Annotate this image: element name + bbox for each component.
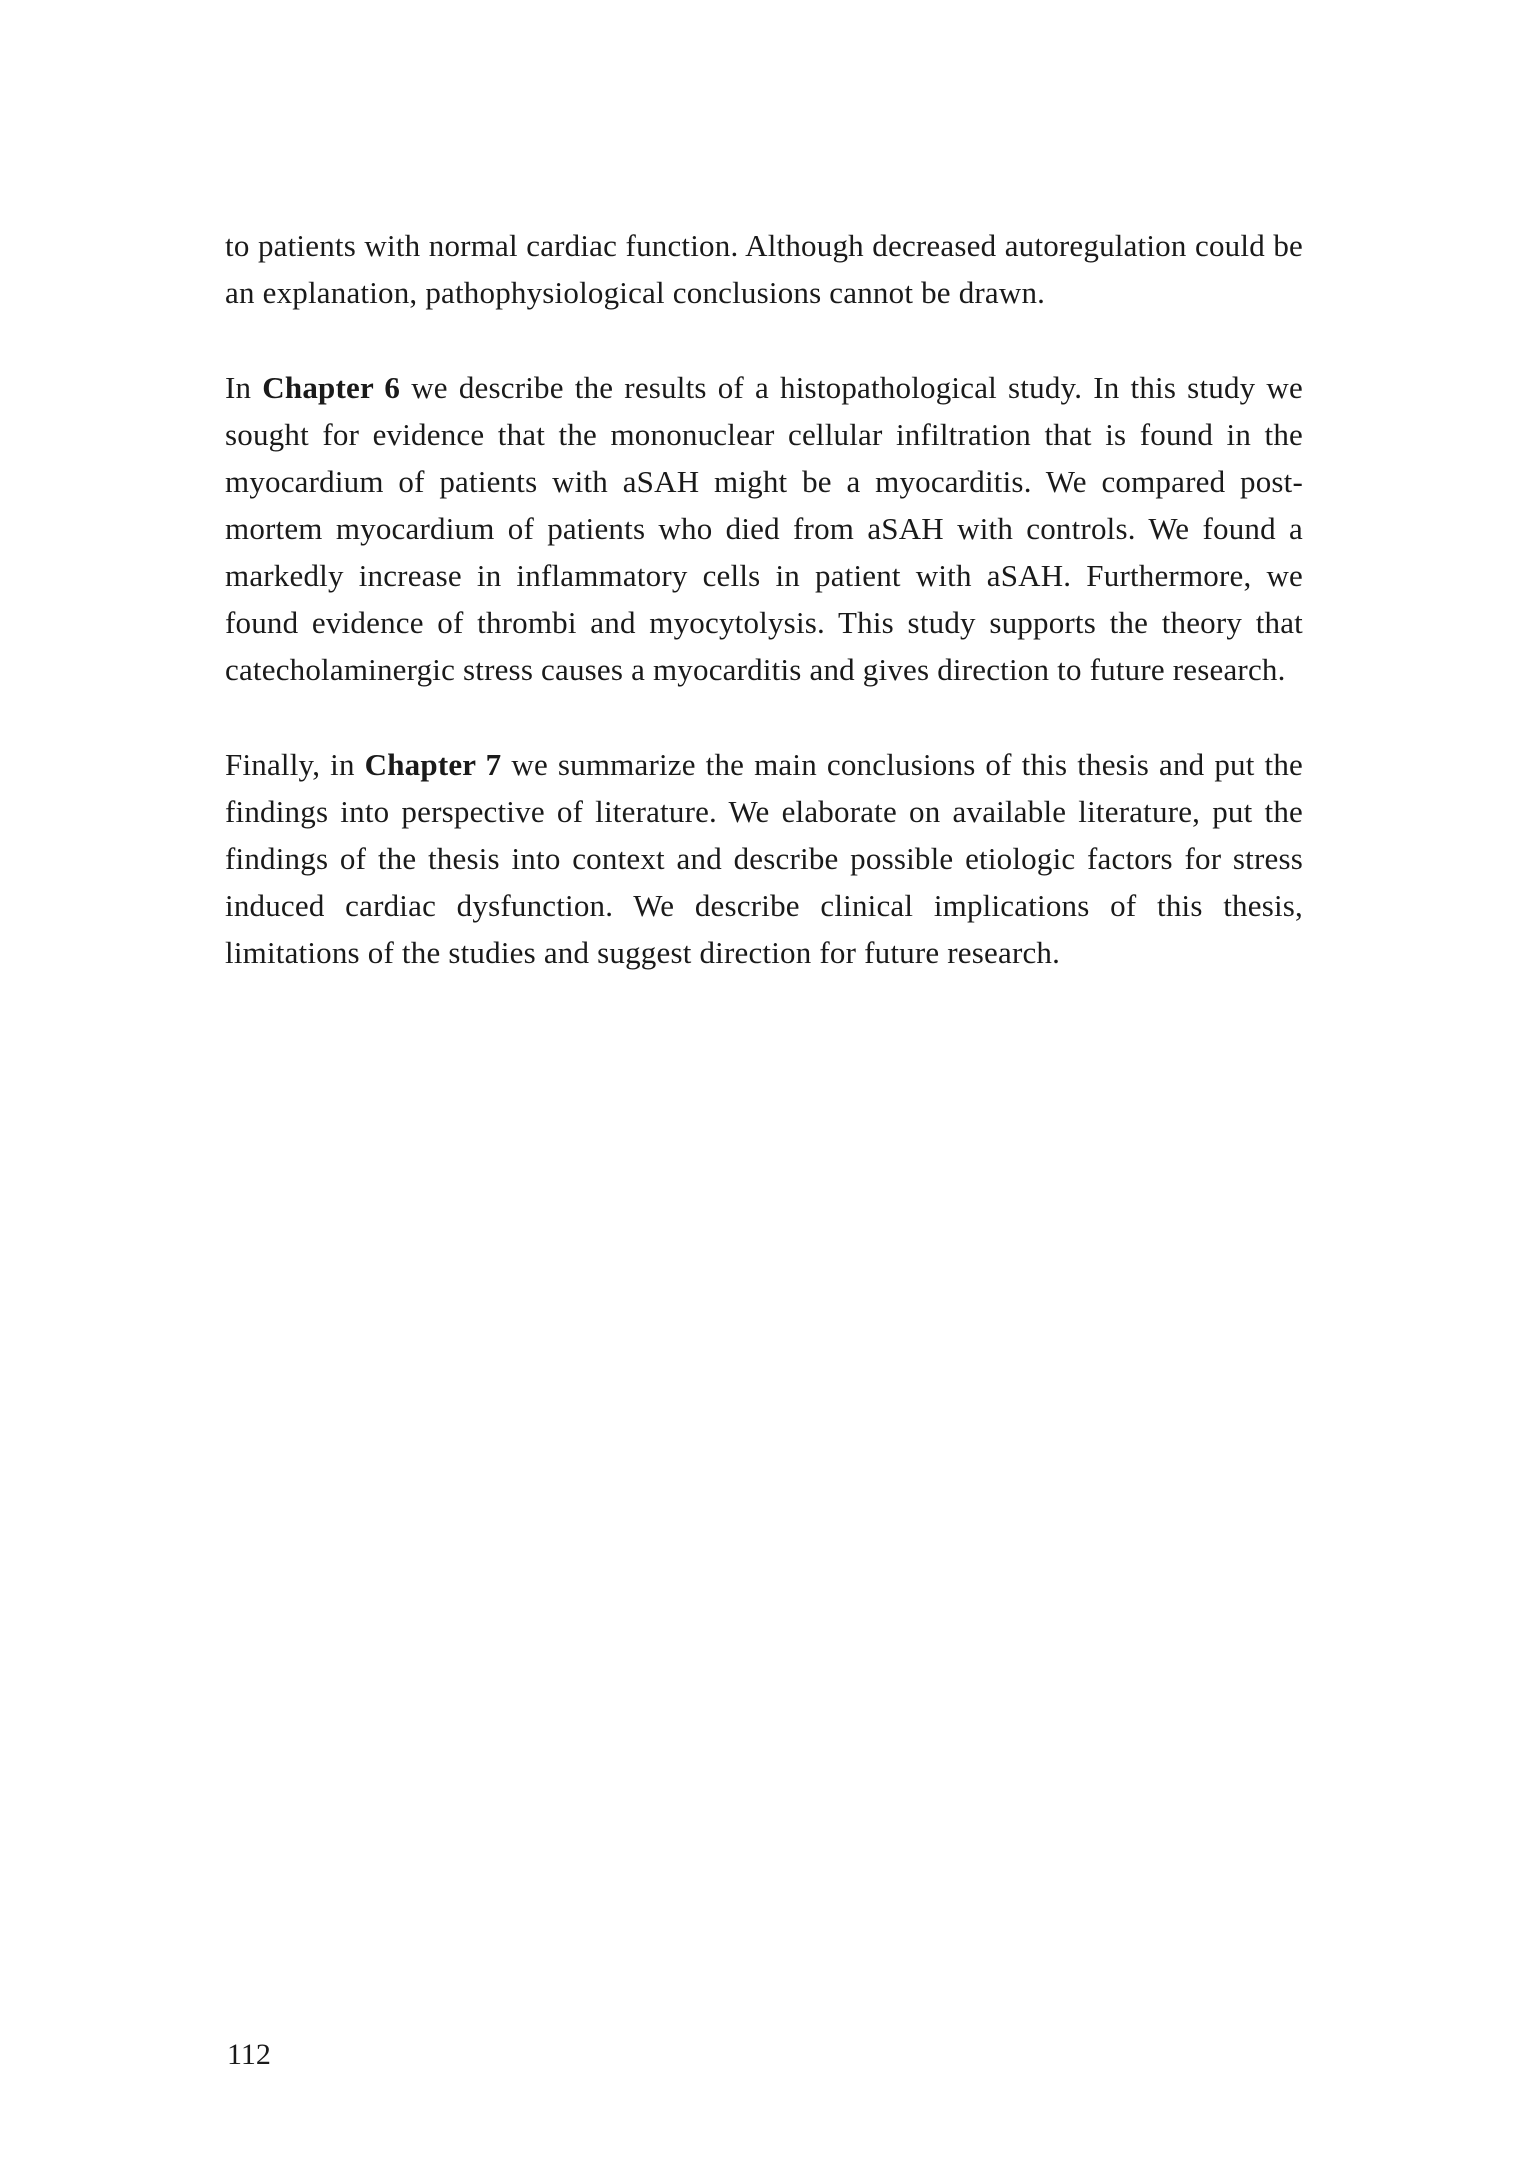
paragraph-text: In <box>225 370 263 405</box>
body-text <box>225 222 1303 976</box>
chapter-reference: Chapter 7 <box>364 747 502 782</box>
paragraph-text: we describe the results of a histopathological study. In this study we sought for evidence that the mononuclear cellular infiltration that is found in the myocardium of patients with aSAH might be a myocarditis. We compared post-mortem myocardium of patients who died from aSAH with controls. We found a markedly increase in inflammatory cells in patient with aSAH. Furthermore, we found evidence of thrombi and myocytolysis. This study supports the theory that catecholaminergic stress causes a myocarditis and gives direction to future research. <box>225 370 1303 687</box>
paragraph-text: Finally, in <box>225 747 365 782</box>
paragraph <box>225 364 1303 693</box>
paragraph <box>225 741 1303 976</box>
chapter-reference: Chapter 6 <box>262 370 401 405</box>
paragraph-text: we summarize the main conclusions of this thesis and put the findings into perspective of literature. We elaborate on available literature, put the findings of the thesis into context and describe possible etiologic factors for stress induced cardiac dysfunction. We describe clinical implications of this thesis, limitations of the studies and suggest direction for future research. <box>225 747 1303 970</box>
page-number: 112 <box>227 2038 271 2071</box>
paragraph-text: to patients with normal cardiac function. Although decreased autoregulation could be an explanation, pathophysiological conclusions cannot be drawn. <box>225 228 1303 310</box>
paragraph <box>225 222 1303 316</box>
